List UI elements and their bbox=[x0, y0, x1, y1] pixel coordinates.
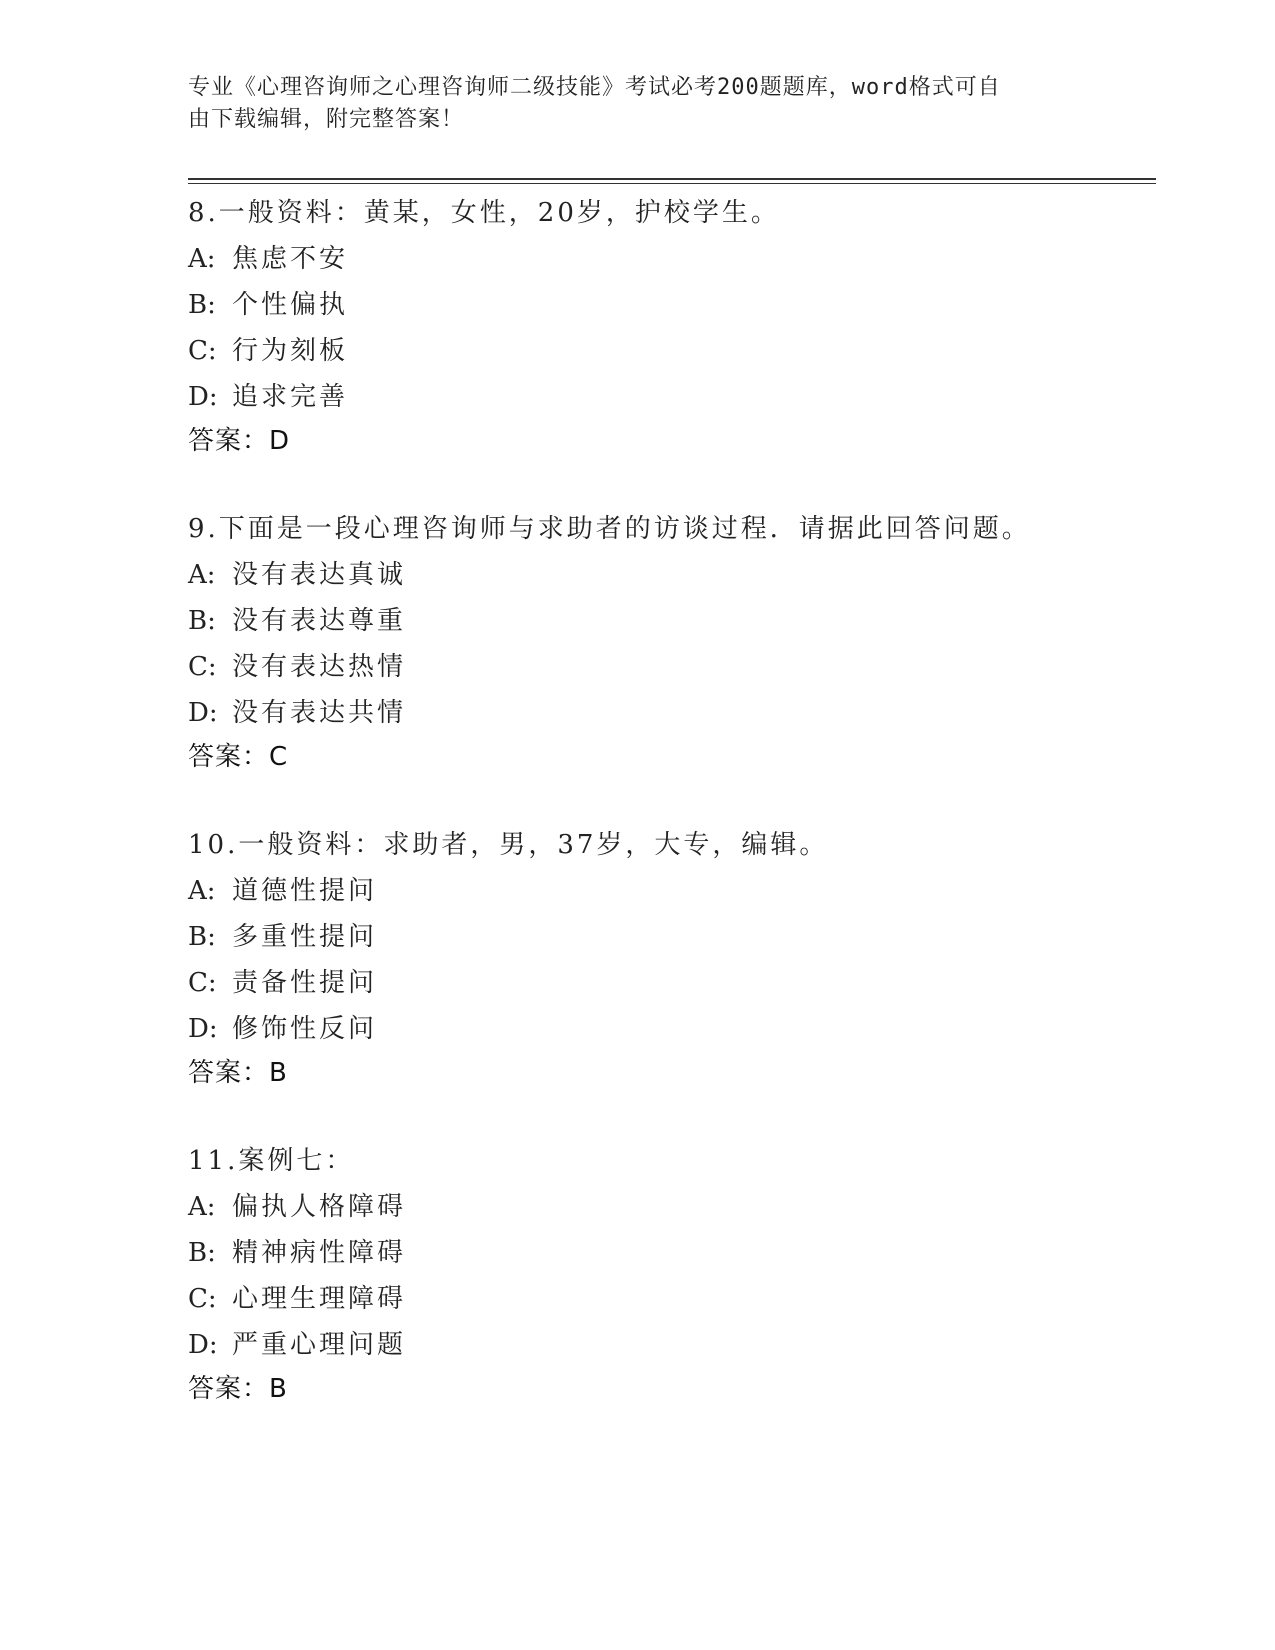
option-b bbox=[188, 1238, 1138, 1268]
option-letter: D: bbox=[188, 382, 218, 412]
answer-line: 答案：B bbox=[188, 1058, 288, 1088]
header-divider-top bbox=[188, 178, 1156, 180]
option-letter: C: bbox=[188, 652, 217, 682]
option-text: 个性偏执 bbox=[232, 290, 349, 320]
option-text: 责备性提问 bbox=[232, 968, 378, 998]
option-c bbox=[188, 968, 1138, 998]
option-text: 道德性提问 bbox=[232, 876, 378, 906]
question-11 bbox=[188, 1146, 1138, 1404]
option-letter: B: bbox=[188, 290, 216, 320]
option-c bbox=[188, 336, 1138, 366]
question-10 bbox=[188, 830, 1138, 1088]
option-letter: A: bbox=[188, 1192, 216, 1222]
option-b bbox=[188, 606, 1138, 636]
question-9 bbox=[188, 514, 1138, 772]
option-letter: C: bbox=[188, 1284, 217, 1314]
document-header bbox=[188, 72, 1068, 136]
option-c bbox=[188, 1284, 1138, 1314]
option-letter: B: bbox=[188, 1238, 216, 1268]
option-text: 多重性提问 bbox=[232, 922, 378, 952]
option-d bbox=[188, 1014, 1138, 1044]
option-text: 焦虑不安 bbox=[232, 244, 349, 274]
option-letter: B: bbox=[188, 606, 216, 636]
question-stem: 10.一般资料：求助者，男，37岁，大专，编辑。 bbox=[188, 830, 829, 860]
option-text: 偏执人格障碍 bbox=[232, 1192, 407, 1222]
option-text: 没有表达尊重 bbox=[232, 606, 407, 636]
option-b bbox=[188, 922, 1138, 952]
option-letter: A: bbox=[188, 876, 216, 906]
option-a bbox=[188, 1192, 1138, 1222]
answer-line: 答案：B bbox=[188, 1374, 288, 1404]
answer-line: 答案：C bbox=[188, 742, 289, 772]
option-text: 精神病性障碍 bbox=[232, 1238, 407, 1268]
option-letter: C: bbox=[188, 968, 217, 998]
option-letter: A: bbox=[188, 244, 216, 274]
option-a bbox=[188, 876, 1138, 906]
option-text: 修饰性反问 bbox=[232, 1014, 378, 1044]
header-divider-bottom bbox=[188, 183, 1156, 184]
option-text: 没有表达真诚 bbox=[232, 560, 407, 590]
option-letter: B: bbox=[188, 922, 216, 952]
option-d bbox=[188, 382, 1138, 412]
option-text: 追求完善 bbox=[232, 382, 349, 412]
option-text: 心理生理障碍 bbox=[232, 1284, 407, 1314]
option-text: 行为刻板 bbox=[232, 336, 349, 366]
option-text: 严重心理问题 bbox=[232, 1330, 407, 1360]
question-stem: 8.一般资料：黄某，女性，20岁，护校学生。 bbox=[188, 198, 780, 228]
option-d bbox=[188, 1330, 1138, 1360]
option-b bbox=[188, 290, 1138, 320]
question-stem: 11.案例七： bbox=[188, 1146, 355, 1176]
answer-line: 答案：D bbox=[188, 426, 291, 456]
option-a bbox=[188, 244, 1138, 274]
option-letter: D: bbox=[188, 698, 218, 728]
option-c bbox=[188, 652, 1138, 682]
option-a bbox=[188, 560, 1138, 590]
option-text: 没有表达共情 bbox=[232, 698, 407, 728]
question-stem: 9.下面是一段心理咨询师与求助者的访谈过程．请据此回答问题。 bbox=[188, 514, 1031, 544]
question-8 bbox=[188, 198, 1138, 456]
option-text: 没有表达热情 bbox=[232, 652, 407, 682]
header-line-2: 由下载编辑，附完整答案！ bbox=[188, 107, 465, 132]
option-d bbox=[188, 698, 1138, 728]
option-letter: A: bbox=[188, 560, 216, 590]
option-letter: D: bbox=[188, 1014, 218, 1044]
option-letter: C: bbox=[188, 336, 217, 366]
header-line-1: 专业《心理咨询师之心理咨询师二级技能》考试必考200题题库，word格式可自 bbox=[188, 75, 1001, 100]
option-letter: D: bbox=[188, 1330, 218, 1360]
